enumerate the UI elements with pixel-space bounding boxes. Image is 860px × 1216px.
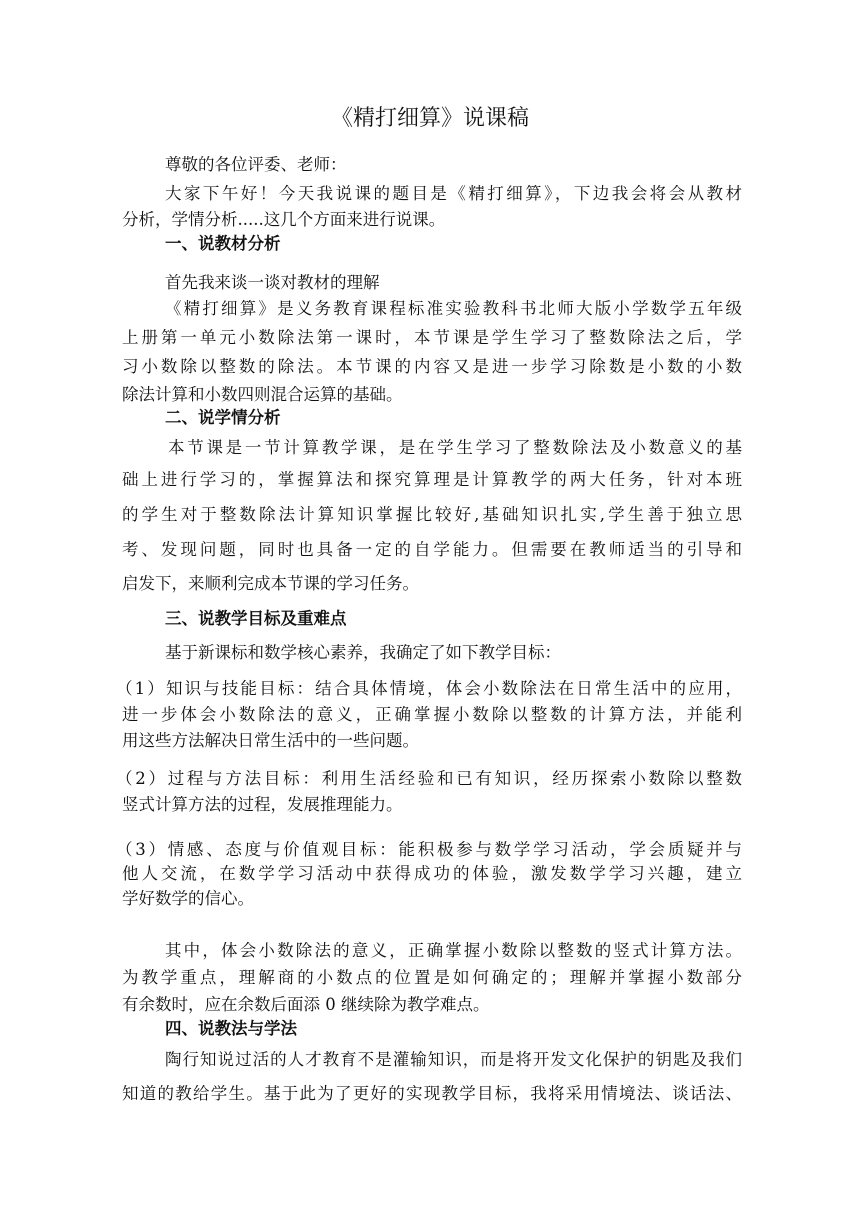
section-heading: 四、说教法与学法 — [165, 1019, 297, 1038]
paragraph-line: 首先我来谈一谈对教材的理解 — [165, 273, 380, 292]
paragraph-line: 上册第一单元小数除法第一课时，本节课是学生学习了整数除法之后，学 — [122, 328, 742, 347]
paragraph-line: 有余数时，应在余数后面添 0 继续除为教学难点。 — [122, 995, 490, 1014]
goal-line: （1）知识与技能目标：结合具体情境，体会小数除法在日常生活中的应用， — [116, 679, 742, 698]
paragraph-line: 基于新课标和数学核心素养，我确定了如下教学目标： — [165, 643, 561, 662]
paragraph-line: 的学生对于整数除法计算知识掌握比较好,基础知识扎实,学生善于独立思 — [122, 505, 742, 524]
section-heading: 三、说教学目标及重难点 — [165, 609, 347, 628]
paragraph-line: 考、发现问题，同时也具备一定的自学能力。但需要在教师适当的引导和 — [122, 540, 742, 559]
section-heading: 一、说教材分析 — [165, 234, 281, 253]
paragraph-line: 习小数除以整数的除法。本节课的内容又是进一步学习除数是小数的小数 — [122, 357, 742, 376]
goal-line: 他人交流，在数学学习活动中获得成功的体验，激发数学学习兴趣，建立 — [122, 864, 742, 883]
paragraph-line: 为教学重点，理解商的小数点的位置是如何确定的；理解并掌握小数部分 — [122, 968, 742, 987]
section-heading: 二、说学情分析 — [165, 408, 281, 427]
doc-title: 《精打细算》说课稿 — [330, 106, 529, 131]
intro-line: 分析，学情分析.....这几个方面来进行说课。 — [122, 210, 446, 229]
paragraph-line: 知道的教给学生。基于此为了更好的实现教学目标，我将采用情境法、谈话法、 — [122, 1084, 742, 1103]
goal-line: 竖式计算方法的过程，发展推理能力。 — [122, 795, 403, 814]
intro-line: 大家下午好！今天我说课的题目是《精打细算》，下边我会将会从教材 — [165, 184, 742, 203]
paragraph-line: 启发下，来顺利完成本节课的学习任务。 — [122, 574, 419, 593]
paragraph-line: 本节课是一节计算教学课，是在学生学习了整数除法及小数意义的基 — [168, 438, 742, 457]
paragraph-line: 其中，体会小数除法的意义，正确掌握小数除以整数的竖式计算方法。 — [165, 941, 742, 960]
paragraph-line: 除法计算和小数四则混合运算的基础。 — [122, 385, 403, 404]
goal-line: （3）情感、态度与价值观目标：能积极参与数学学习活动，学会质疑并与 — [116, 840, 742, 859]
goal-line: 学好数学的信心。 — [122, 889, 254, 908]
greeting: 尊敬的各位评委、老师： — [165, 155, 347, 174]
paragraph-line: 础上进行学习的，掌握算法和探究算理是计算教学的两大任务，针对本班 — [122, 470, 742, 489]
goal-line: （2）过程与方法目标：利用生活经验和已有知识，经历探索小数除以整数 — [116, 769, 742, 788]
goal-line: 用这些方法解决日常生活中的一些问题。 — [122, 731, 419, 750]
goal-line: 进一步体会小数除法的意义，正确掌握小数除以整数的计算方法，并能利 — [122, 705, 742, 724]
paragraph-line: 《精打细算》是义务教育课程标准实验教科书北师大版小学数学五年级 — [165, 299, 742, 318]
paragraph-line: 陶行知说过活的人才教育不是灌输知识，而是将开发文化保护的钥匙及我们 — [165, 1050, 742, 1069]
